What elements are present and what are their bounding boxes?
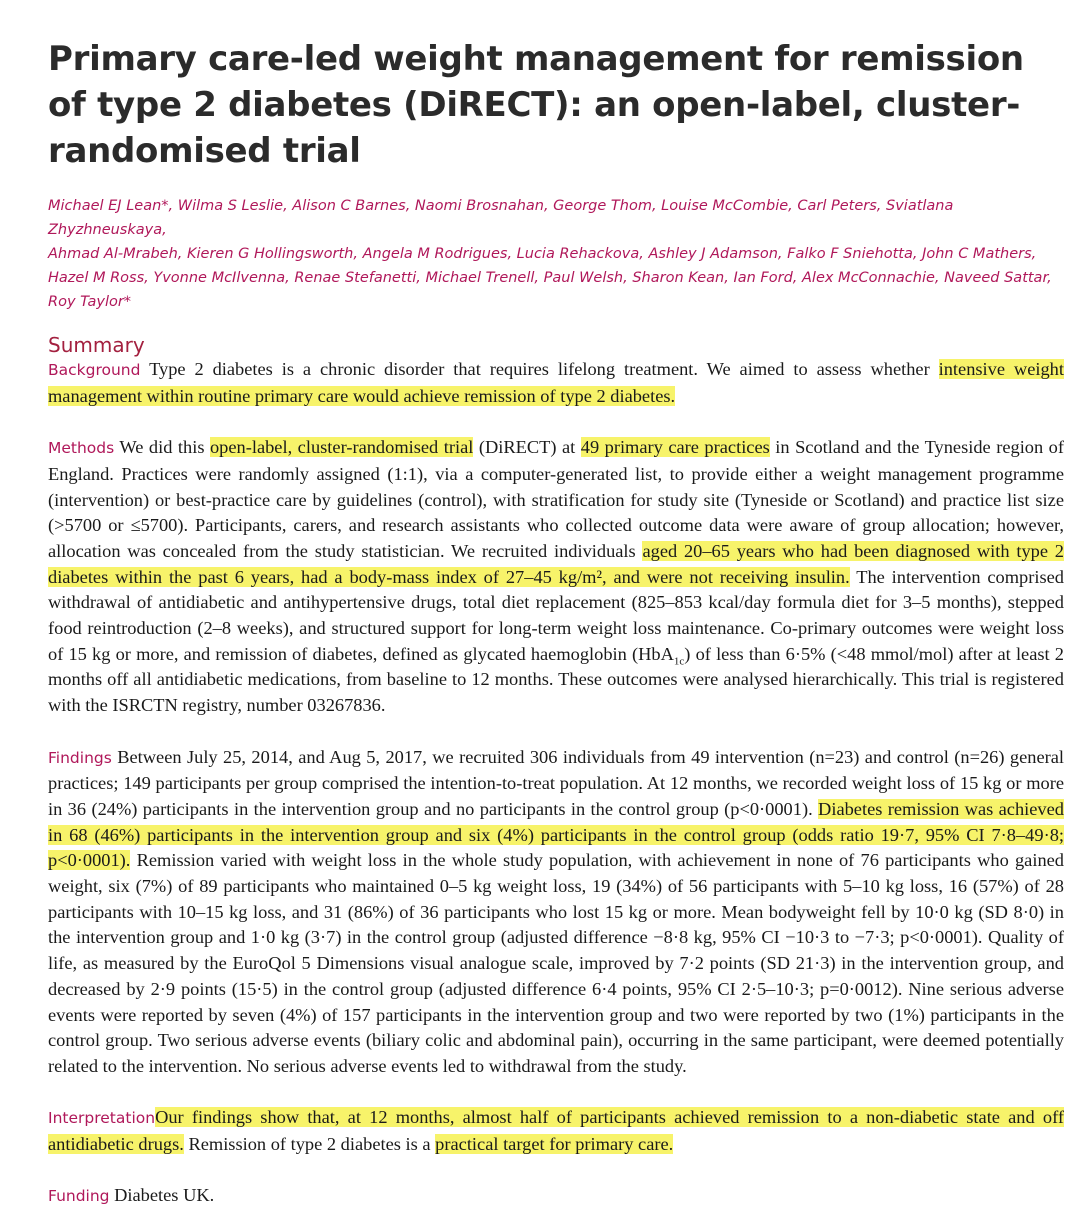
highlight: practical target for primary care. [435, 1134, 674, 1155]
article-title: Primary care-led weight management for remission of type 2 diabetes (DiRECT): an open-label, cluster-randomised trial [48, 39, 1024, 171]
highlight: intensive weight management within routine primary care would achieve remission of type 2 diabetes. [48, 359, 1064, 406]
findings-text: Between July 25, 2014, and Aug 5, 2017, we recruited 306 individuals from 49 intervention (n=23) and control (n=26) general practices; 149 participants per group comprised the intention-to-treat population. At 12 months, we recorded weight loss of 15 kg or more in 36 (24%) participants in the intervention group and no participants in the control group (p<0·0001). [48, 746, 1064, 819]
background-label: Background [48, 361, 141, 379]
methods-text: The intervention comprised withdrawal of antidiabetic and antihypertensive drugs, total diet replacement (825–853 kcal/day formula diet for 3–5 months), stepped food reintroduction (2–8 weeks), and structured support for long-term weight loss maintenance. Co-primary outcomes were weight loss of 15 kg or more, and remission of diabetes, defined as glycated haemoglobin (HbA [48, 566, 1064, 664]
interpretation-section [48, 1105, 1064, 1157]
summary-heading: Summary [48, 333, 145, 357]
background-text: Type 2 diabetes is a chronic disorder that requires lifelong treatment. We aimed to assess whether [140, 359, 939, 379]
author-line: Michael EJ Lean*, Wilma S Leslie, Alison C Barnes, Naomi Brosnahan, George Thom, Louise McCombie, Carl Peters, Sviatlana Zhyzhneuskaya, [48, 198, 954, 238]
funding-section [48, 1183, 1064, 1210]
hba1c-subscript: 1c [673, 655, 685, 668]
highlight: Our findings show that, at 12 months, almost half of participants achieved remission to a non-diabetic state and off antidiabetic drugs. [48, 1107, 1064, 1155]
author-line: Hazel M Ross, Yvonne McIlvenna, Renae Stefanetti, Michael Trenell, Paul Welsh, Sharon Kean, Ian Ford, Alex McConnachie, Naveed Sattar, Roy Taylor* [48, 270, 1052, 310]
methods-text: (DiRECT) at [473, 437, 581, 458]
findings-section [48, 745, 1064, 1080]
interpretation-label: Interpretation [48, 1109, 156, 1128]
methods-label: Methods [48, 439, 115, 458]
highlight: open-label, cluster-randomised trial [209, 437, 474, 458]
funding-label: Funding [48, 1187, 110, 1206]
findings-text: Remission varied with weight loss in the whole study population, with achievement in none of 76 participants who gained weight, six (7%) of 89 participants who maintained 0–5 kg weight loss, 19 (34%) of 56 participants with 5–10 kg loss, 16 (57%) of 28 participants with 10–15 kg loss, and 31 (86%) of 36 participants who lost 15 kg or more. Mean bodyweight fell by 10·0 kg (SD 8·0) in the intervention group and 1·0 kg (3·7) in the control group (adjusted difference −8·8 kg, 95% CI −10·3 to −7·3; p<0·0001). Quality of life, as measured by the EuroQol 5 Dimensions visual analogue scale, improved by 7·2 points (SD 21·3) in the intervention group, and decreased by 2·9 points (15·5) in the control group (adjusted difference 6·4 points, 95% CI 2·5–10·3; p=0·0012). Nine serious adverse events were reported by seven (4%) of 157 participants in the intervention group and two were reported by two (1%) participants in the control group. Two serious adverse events (biliary colic and abdominal pain), occurring in the same participant, were deemed potentially related to the intervention. No serious adverse events led to withdrawal from the study. [48, 850, 1064, 1076]
background-section [48, 357, 1064, 409]
author-line: Ahmad Al-Mrabeh, Kieren G Hollingsworth, Angela M Rodrigues, Lucia Rehackova, Ashley J Adamson, Falko F Sniehotta, John C Mathers, [48, 246, 1037, 262]
findings-label: Findings [48, 748, 112, 767]
highlight: 49 primary care practices [580, 437, 770, 458]
abstract-page [48, 36, 1064, 1210]
methods-text: in Scotland and the Tyneside region of England. Practices were randomly assigned (1:1), via a computer-generated list, to provide either a weight management programme (intervention) or best-practice care by guidelines (control), with stratification for study site (Tyneside or Scotland) and practice list size (>5700 or ≤5700). Participants, carers, and research assistants who collected outcome data were aware of group allocation; however, allocation was concealed from the study statistician. We recruited individuals [48, 437, 1065, 561]
methods-text: We did this [114, 437, 210, 458]
highlight: aged 20–65 years who had been diagnosed with type 2 diabetes within the past 6 years, had a body-mass index of 27–45 kg/m², and were not receiving insulin. [48, 540, 1065, 587]
methods-section [48, 435, 1064, 719]
methods-text: ) of less than 6·5% (<48 mmol/mol) after at least 2 months off all antidiabetic medications, from baseline to 12 months. These outcomes were analysed hierarchically. This trial is registered with the ISRCTN registry, number 03267836. [48, 643, 1065, 716]
highlight: Diabetes remission was achieved in 68 (46%) participants in the intervention group and six (4%) participants in the control group (odds ratio 19·7, 95% CI 7·8–49·8; p<0·0001). [48, 798, 1064, 871]
interpretation-text: Remission of type 2 diabetes is a [183, 1134, 436, 1155]
funding-text: Diabetes UK. [109, 1185, 215, 1206]
author-list [48, 194, 1064, 314]
